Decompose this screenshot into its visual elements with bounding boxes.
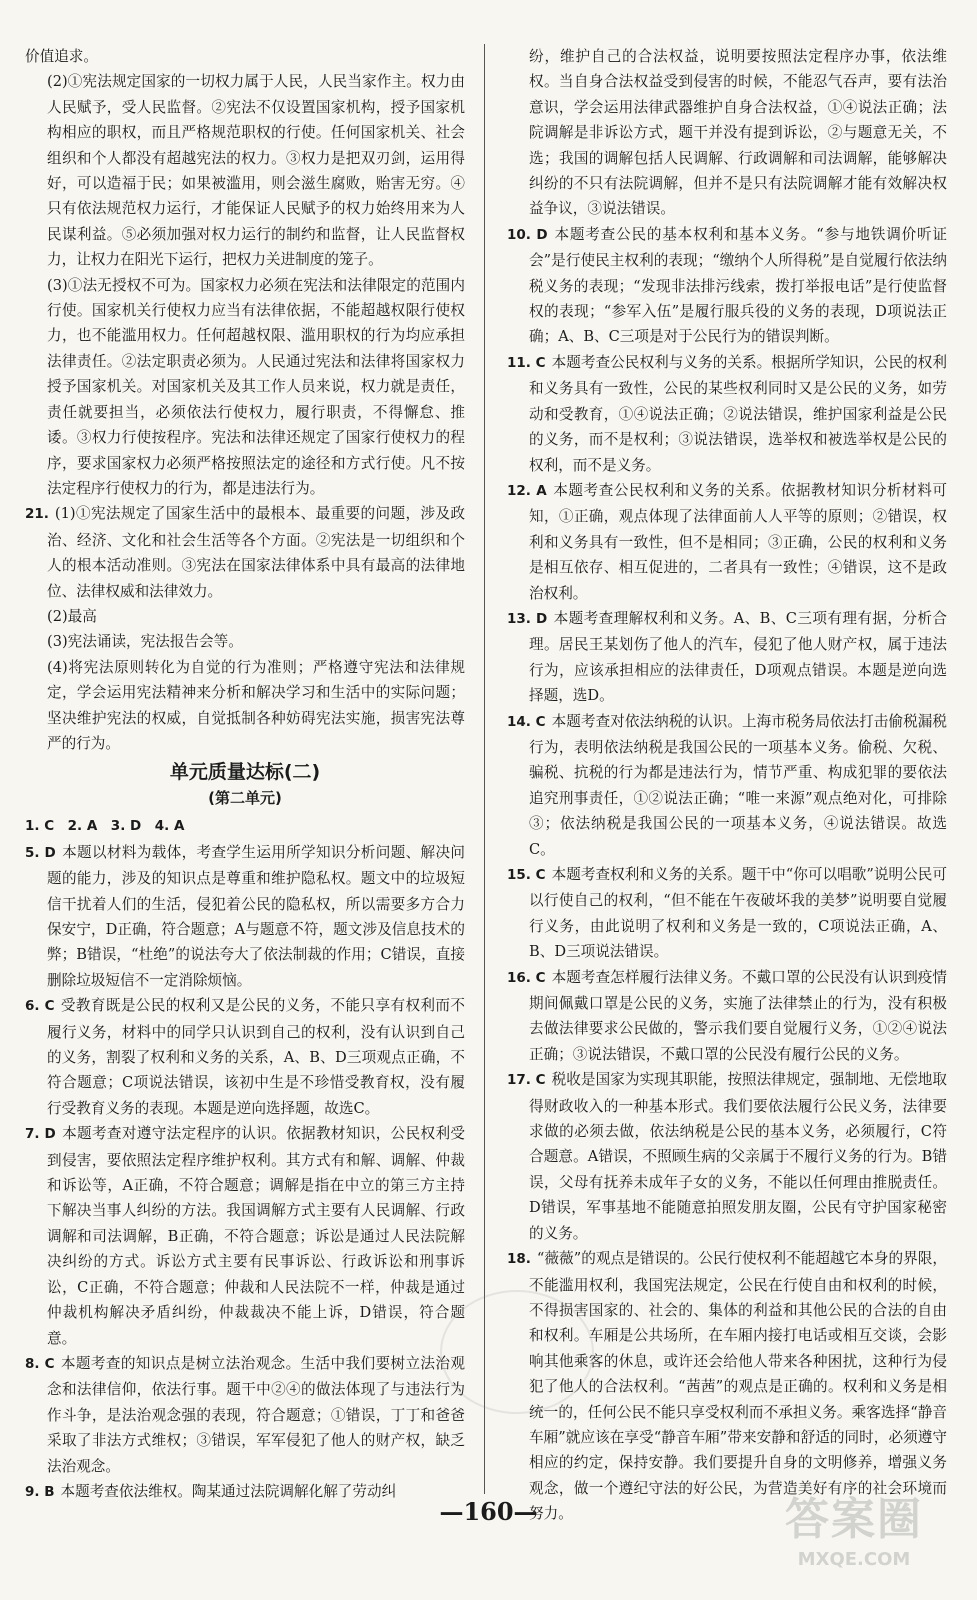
section-subtitle: (第二单元) — [208, 789, 282, 808]
answer-item — [507, 222, 947, 350]
answer-text: 本题考查权利和义务的关系。题干中“你可以唱歌”说明公民可以行使自己的权利，“但不能在午夜破坏我的美梦”说明要自觉履行义务，由此说明了权利和义务是一致的，C项说法正确，A、B、D三项说法错误。 — [529, 866, 947, 961]
answer-number: 11. C — [507, 354, 546, 371]
answer-text: 本题考查公民权利和义务的关系。依据教材知识分析材料可知，①正确，观点体现了法律面前人人平等的原则；②错误，权利和义务具有一致性，但不是相同；③正确，公民的权利和义务是相互依存、相互促进的，二者具有一致性；④错误，这不是政治权利。 — [529, 481, 947, 602]
left-column — [25, 44, 465, 1505]
answer-text: 本题考查怎样履行法律义务。不戴口罩的公民没有认识到疫情期间佩戴口罩是公民的义务，实施了法律禁止的行为，没有积极去做法律要求公民做的，警示我们要自觉履行义务，①②④说法正确；③说法错误，不戴口罩的公民没有履行公民的义务。 — [529, 968, 947, 1063]
answer-text: 本题考查理解权利和义务。A、B、C三项有理有据，分析合理。居民王某划伤了他人的汽车，侵犯了他人财产权，属于违法行为，应该承担相应的法律责任，D项观点错误。本题是逆向选择题，选D。 — [529, 609, 947, 705]
paragraph: (2)①宪法规定国家的一切权力属于人民，人民当家作主。权力由人民赋予，受人民监督。②宪法不仅设置国家机构，授予国家机构相应的职权，而且严格规范职权的行使。任何国家机关、社会组织和个人都没有超越宪法的权力。③权力是把双刃剑，运用得好，可以造福于民；如果被滥用，则会滋生腐败，贻害无穷。④只有依法规范权力运行，才能保证人民赋予的权力始终用来为人民谋利益。⑤必须加强对权力运行的制约和监督，让人民监督权力，让权力在阳光下运行，把权力关进制度的笼子。 — [47, 73, 465, 269]
answer-number: 17. C — [507, 1072, 546, 1089]
question-number: 21. — [25, 506, 49, 523]
answer-text: (1)①宪法规定了国家生活中的最根本、最重要的问题，涉及政治、经济、文化和社会生活等各个方面。②宪法是一切组织和个人的根本活动准则。③宪法在国家法律体系中具有最高的法律地位、法律权威和法律效力。 — [47, 505, 465, 600]
answer-number: 9. B — [25, 1483, 55, 1500]
answer-item — [25, 993, 465, 1121]
answer-number: 10. D — [507, 226, 548, 243]
answer-text: 受教育既是公民的权利又是公民的义务，不能只享有权利而不履行义务，材料中的同学只认识到自己的权利，没有认识到自己的义务，割裂了权利和义务的关系，A、B、D三项观点正确，不符合题意；C项说法错误，该初中生是不珍惜受教育权，没有履行受教育义务的表现。本题是逆向选择题，故选C。 — [47, 997, 465, 1117]
answer-number: 6. C — [25, 998, 55, 1015]
paragraph: 纷，维护自己的合法权益，说明要按照法定程序办事，依法维权。当自身合法权益受到侵害的时候，不能忍气吞声，要有法治意识，学会运用法律武器维护自身合法权益，①④说法正确；法院调解是非诉讼方式，题干并没有提到诉讼，②与题意无关，不选；我国的调解包括人民调解、行政调解和司法调解，能够解决纠纷的不只有法院调解，但并不是只有法院调解才能有效解决权益争议，③说法错误。 — [529, 48, 947, 218]
column-divider — [484, 44, 485, 1494]
answer-number: 5. D — [25, 844, 56, 861]
answer-number: 18. — [507, 1251, 531, 1268]
answer-text: 本题考查依法维权。陶某通过法院调解化解了劳动纠 — [60, 1482, 397, 1500]
section-title: 单元质量达标(二) — [169, 761, 321, 784]
answer-item — [507, 350, 947, 478]
answer-item — [25, 840, 465, 993]
faint-stamp — [440, 1290, 594, 1414]
answer-text: “薇薇”的观点是错误的。公民行使权利不能超越它本身的界限，不能滥用权利，我国宪法规定，公民在行使自由和权利的时候，不得损害国家的、社会的、集体的利益和其他公民的合法的自由和权利。车厢是公共场所，在车厢内接打电话或相互交谈，会影响其他乘客的休息，或许还会给他人带来各种困扰，这种行为侵犯了他人的合法权利。“茜茜”的观点是正确的。权利和义务是相统一的，任何公民不能只享受权利而不承担义务。乘客选择“静音车厢”就应该在享受“静音车厢”带来安静和舒适的同时，必须遵守相应的约定，保持安静。我们要提升自身的文明修养，增强义务观念，做一个遵纪守法的好公民，为营造美好有序的社会环境而努力。 — [529, 1250, 947, 1523]
answer-item — [507, 478, 947, 606]
answer-text: 本题考查对依法纳税的认识。上海市税务局依法打击偷税漏税行为，表明依法纳税是我国公民的一项基本义务。偷税、欠税、骗税、抗税的行为都是违法行为，情节严重、构成犯罪的要依法追究刑事责任，①②说法正确；“唯一来源”观点绝对化，可排除③；依法纳税是我国公民的一项基本义务，④说法错误。故选C。 — [529, 712, 947, 858]
answer-number: 13. D — [507, 610, 548, 627]
page-number: —160— — [439, 1497, 538, 1526]
question-21 — [25, 501, 465, 604]
answer-text: 税收是国家为实现其职能，按照法律规定，强制地、无偿地取得财政收入的一种基本形式。我们要依法履行公民义务，法律要求做的必须去做，依法纳税是公民的基本义务，必须履行，C符合题意。A错误，不照顾生病的父亲属于不履行义务的行为。B错误，父母有抚养未成年子女的义务，不能以任何理由推脱责任。D错误，军事基地不能随意拍照发朋友圈，公民有守护国家秘密的义务。 — [529, 1071, 947, 1242]
watermark-url: MXQE.COM — [797, 1549, 911, 1570]
answer-text: 本题考查公民的基本权利和基本义务。“参与地铁调价听证会”是行使民主权利的表现；“缴纳个人所得税”是自觉履行依法纳税义务的表现；“发现非法排污线索，拨打举报电话”是行使监督权的表现；“参军入伍”是履行服兵役的义务的表现，D项说法正确；A、B、C三项是对于公民行为的错误判断。 — [529, 225, 947, 346]
site-watermark-logo — [759, 1492, 949, 1582]
answer-text: 本题考查对遵守法定程序的认识。依据教材知识，公民权利受到侵害，要依照法定程序维护权利。其方式有和解、调解、仲裁和诉讼等，A正确，不符合题意；调解是指在中立的第三方主持下解决当事人纠纷的方法。我国调解方式主要有人民调解、行政调解和司法调解，B正确，不符合题意；诉讼是通过人民法院解决纠纷的方式。诉讼方式主要有民事诉讼、行政诉讼和刑事诉讼，C正确，不符合题意；仲裁和人民法院不一样，仲裁是通过仲裁机构解决矛盾纠纷，仲裁裁决不能上诉，D错误，符合题意。 — [47, 1125, 465, 1347]
quick-answers: 1. C 2. A 3. D 4. A — [25, 818, 185, 835]
answer-number: 12. A — [507, 482, 547, 499]
answer-item — [25, 1121, 465, 1351]
watermark-text: 答案圈 — [785, 1494, 923, 1545]
answer-text: 本题考查公民权利与义务的关系。根据所学知识，公民的权利和义务具有一致性，公民的某些权利同时又是公民的义务，如劳动和受教育，①④说法正确；②说法错误，维护国家利益是公民的义务，而不是权利；③说法错误，选举权和被选举权是公民的权利，而不是义务。 — [529, 353, 947, 474]
answer-item — [25, 1351, 465, 1479]
right-column — [507, 44, 947, 1527]
answer-number: 16. C — [507, 969, 546, 986]
answer-item — [507, 862, 947, 965]
answer-text: 本题考查的知识点是树立法治观念。生活中我们要树立法治观念和法律信仰，依法行事。题干中②④的做法体现了与违法行为作斗争，是法治观念强的表现，符合题意；①错误，丁丁和爸爸采取了非法方式维权；③错误，军军侵犯了他人的财产权，缺乏法治观念。 — [47, 1354, 465, 1475]
answer-number: 7. D — [25, 1126, 56, 1143]
paragraph: (3)宪法诵读，宪法报告会等。 — [47, 633, 243, 651]
paragraph: (4)将宪法原则转化为自觉的行为准则；严格遵守宪法和法律规定，学会运用宪法精神来分析和解决学习和生活中的实际问题；坚决维护宪法的权威，自觉抵制各种妨碍宪法实施，损害宪法尊严的行为。 — [47, 658, 465, 752]
answer-item — [507, 965, 947, 1068]
paragraph: (3)①法无授权不可为。国家权力必须在宪法和法律限定的范围内行使。国家机关行使权力应当有法律依据，不能超越权限行使权力，也不能滥用权力。任何超越权限、滥用职权的行为均应承担法律责任。②法定职责必须为。人民通过宪法和法律将国家权力授予国家机关。对国家机关及其工作人员来说，权力就是责任，责任就要担当，必须依法行使权力，履行职责，不得懈怠、推诿。③权力行使按程序。宪法和法律还规定了国家行使权力的程序，要求国家权力必须严格按照法定的途径和方式行使。凡不按法定程序行使权力的行为，都是违法行为。 — [47, 276, 465, 497]
answer-number: 8. C — [25, 1355, 55, 1372]
paragraph: (2)最高 — [47, 607, 97, 625]
answer-item — [507, 709, 947, 862]
paragraph: 价值追求。 — [25, 48, 98, 65]
answer-text: 本题以材料为载体，考查学生运用所学知识分析问题、解决问题的能力，涉及的知识点是尊重和维护隐私权。题文中的垃圾短信干扰着人们的生活，侵犯着公民的隐私权，所以需要多方合力保安宁，D正确，符合题意；A与题意不符，题文涉及信息技术的弊；B错误，“杜绝”的说法夸大了依法制裁的作用；C错误，直接删除垃圾短信不一定消除烦恼。 — [47, 843, 465, 989]
answer-item — [507, 606, 947, 709]
answer-number: 15. C — [507, 867, 546, 883]
answer-item — [507, 1067, 947, 1246]
answer-number: 14. C — [507, 713, 546, 730]
